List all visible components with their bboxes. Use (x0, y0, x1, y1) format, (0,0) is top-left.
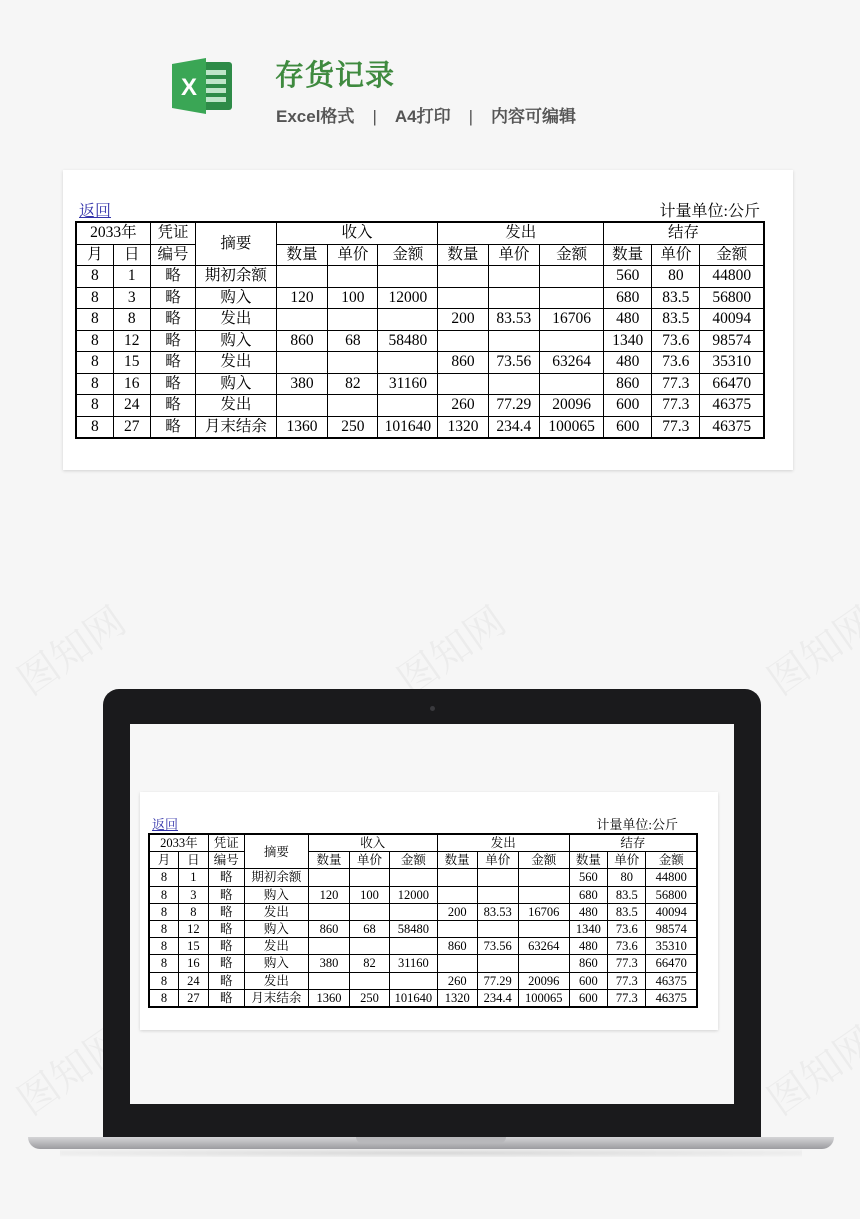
table-cell[interactable] (350, 903, 390, 920)
issue-header: 发出 (437, 834, 569, 852)
table-cell[interactable]: 8 (149, 955, 179, 972)
table-cell[interactable] (540, 266, 604, 288)
table-cell[interactable] (276, 352, 328, 374)
table-cell[interactable]: 101640 (390, 989, 438, 1007)
table-cell[interactable]: 63264 (540, 352, 604, 374)
table-cell[interactable] (328, 352, 378, 374)
table-cell[interactable]: 16 (179, 955, 209, 972)
table-row (76, 395, 764, 417)
table-cell[interactable] (438, 287, 488, 309)
table-cell[interactable] (437, 869, 477, 886)
table-cell[interactable]: 发出 (244, 972, 308, 989)
voucher-cell: 凭证 (208, 834, 244, 852)
table-cell[interactable]: 略 (150, 373, 195, 395)
table-cell[interactable]: 73.6 (608, 920, 646, 937)
qty-header: 数量 (308, 852, 349, 869)
table-cell[interactable]: 1 (113, 266, 150, 288)
amount-header: 金额 (390, 852, 438, 869)
table-cell[interactable]: 80 (608, 869, 646, 886)
table-cell[interactable] (276, 266, 328, 288)
table-cell[interactable]: 83.5 (652, 287, 700, 309)
table-cell[interactable] (438, 373, 488, 395)
table-cell[interactable]: 发出 (196, 309, 276, 331)
table-row (149, 989, 697, 1007)
table-row (76, 330, 764, 352)
table-cell[interactable]: 8 (149, 972, 179, 989)
table-cell[interactable]: 260 (437, 972, 477, 989)
sheet-preview-card (63, 170, 793, 470)
table-cell[interactable]: 发出 (244, 938, 308, 955)
table-cell[interactable]: 63264 (518, 938, 569, 955)
table-cell[interactable]: 12 (113, 330, 150, 352)
table-cell[interactable]: 15 (179, 938, 209, 955)
table-cell[interactable]: 77.3 (652, 416, 700, 438)
table-cell[interactable]: 56800 (700, 287, 764, 309)
qty-header: 数量 (569, 852, 607, 869)
table-cell[interactable]: 56800 (646, 886, 697, 903)
table-cell[interactable]: 234.4 (488, 416, 540, 438)
table-cell[interactable] (488, 373, 540, 395)
table-cell[interactable]: 680 (569, 886, 607, 903)
table-cell[interactable]: 略 (208, 938, 244, 955)
table-cell[interactable]: 44800 (646, 869, 697, 886)
table-cell[interactable]: 购入 (196, 287, 276, 309)
table-cell[interactable] (350, 938, 390, 955)
qty-header: 数量 (438, 244, 488, 266)
laptop-sheet-card (140, 792, 718, 1030)
table-cell[interactable]: 100 (328, 287, 378, 309)
table-cell[interactable]: 77.29 (488, 395, 540, 417)
table-cell[interactable]: 购入 (196, 330, 276, 352)
table-cell[interactable]: 8 (76, 395, 113, 417)
table-cell[interactable]: 8 (149, 989, 179, 1007)
table-cell[interactable]: 83.53 (477, 903, 518, 920)
table-cell[interactable]: 12000 (390, 886, 438, 903)
balance-header: 结存 (569, 834, 697, 852)
table-cell[interactable]: 8 (76, 330, 113, 352)
table-cell[interactable]: 略 (150, 395, 195, 417)
table-cell[interactable]: 600 (569, 989, 607, 1007)
table-cell[interactable]: 12 (179, 920, 209, 937)
table-cell[interactable]: 16706 (540, 309, 604, 331)
table-cell[interactable]: 期初余额 (244, 869, 308, 886)
table-cell[interactable] (518, 955, 569, 972)
table-cell[interactable]: 月末结余 (196, 416, 276, 438)
table-cell[interactable]: 98574 (700, 330, 764, 352)
table-cell[interactable]: 480 (569, 903, 607, 920)
table-cell[interactable]: 略 (150, 287, 195, 309)
table-cell[interactable]: 24 (113, 395, 150, 417)
table-cell[interactable]: 35310 (646, 938, 697, 955)
header-row (76, 244, 764, 266)
table-cell[interactable]: 8 (149, 869, 179, 886)
table-cell[interactable]: 83.5 (608, 903, 646, 920)
table-cell[interactable]: 略 (208, 920, 244, 937)
month-header: 月 (76, 244, 113, 266)
table-cell[interactable]: 101640 (378, 416, 438, 438)
table-cell[interactable]: 100065 (518, 989, 569, 1007)
table-cell[interactable]: 46375 (700, 395, 764, 417)
table-cell[interactable]: 1360 (308, 989, 349, 1007)
table-cell[interactable]: 73.6 (652, 352, 700, 374)
table-cell[interactable] (518, 920, 569, 937)
header-row (149, 834, 697, 852)
table-cell[interactable] (477, 886, 518, 903)
table-cell[interactable]: 860 (276, 330, 328, 352)
table-cell[interactable]: 购入 (244, 886, 308, 903)
subtitle (276, 102, 576, 127)
table-cell[interactable]: 略 (208, 972, 244, 989)
table-cell[interactable]: 600 (604, 395, 652, 417)
table-cell[interactable] (390, 938, 438, 955)
table-cell[interactable]: 77.3 (608, 989, 646, 1007)
table-cell[interactable]: 1320 (437, 989, 477, 1007)
table-cell[interactable]: 15 (113, 352, 150, 374)
table-cell[interactable]: 月末结余 (244, 989, 308, 1007)
table-cell[interactable] (308, 869, 349, 886)
table-cell[interactable]: 250 (328, 416, 378, 438)
table-cell[interactable] (488, 266, 540, 288)
table-row (76, 373, 764, 395)
table-cell[interactable] (488, 287, 540, 309)
table-cell[interactable]: 73.56 (477, 938, 518, 955)
table-cell[interactable]: 100065 (540, 416, 604, 438)
table-cell[interactable]: 600 (604, 416, 652, 438)
table-cell[interactable] (308, 972, 349, 989)
table-cell[interactable]: 380 (308, 955, 349, 972)
table-cell[interactable]: 600 (569, 972, 607, 989)
table-cell[interactable] (378, 266, 438, 288)
table-cell[interactable]: 73.6 (608, 938, 646, 955)
amount-header: 金额 (378, 244, 438, 266)
table-cell[interactable]: 98574 (646, 920, 697, 937)
table-cell[interactable]: 略 (150, 416, 195, 438)
table-row (149, 869, 697, 886)
balance-header: 结存 (604, 222, 764, 244)
table-cell[interactable] (540, 330, 604, 352)
table-cell[interactable]: 略 (150, 352, 195, 374)
voucher-no-header: 编号 (150, 244, 195, 266)
table-cell[interactable] (378, 395, 438, 417)
table-cell[interactable]: 8 (113, 309, 150, 331)
table-cell[interactable] (378, 352, 438, 374)
table-cell[interactable]: 略 (208, 886, 244, 903)
table-cell[interactable] (308, 903, 349, 920)
table-cell[interactable]: 860 (438, 352, 488, 374)
table-cell[interactable] (477, 955, 518, 972)
table-cell[interactable]: 35310 (700, 352, 764, 374)
table-cell[interactable] (437, 886, 477, 903)
table-cell[interactable]: 82 (328, 373, 378, 395)
table-cell[interactable]: 73.6 (652, 330, 700, 352)
table-cell[interactable] (276, 309, 328, 331)
table-cell[interactable] (390, 972, 438, 989)
excel-icon (170, 54, 234, 118)
table-cell[interactable]: 380 (276, 373, 328, 395)
table-cell[interactable]: 8 (149, 938, 179, 955)
table-cell[interactable]: 860 (437, 938, 477, 955)
day-header: 日 (113, 244, 150, 266)
table-cell[interactable]: 略 (150, 330, 195, 352)
table-row (76, 416, 764, 438)
summary-header: 摘要 (196, 222, 276, 266)
page-title: 存货记录 (275, 60, 396, 92)
table-cell[interactable]: 46375 (700, 416, 764, 438)
table-cell[interactable]: 200 (437, 903, 477, 920)
table-cell[interactable] (390, 869, 438, 886)
table-cell[interactable] (477, 869, 518, 886)
table-cell[interactable]: 31160 (390, 955, 438, 972)
unit-label: 计量单位:公斤 (596, 817, 678, 832)
summary-header: 摘要 (244, 834, 308, 869)
laptop-shadow (60, 1149, 802, 1157)
voucher-no-header: 编号 (208, 852, 244, 869)
price-header: 单价 (350, 852, 390, 869)
table-row (149, 903, 697, 920)
watermark-text (755, 591, 860, 707)
table-cell[interactable] (437, 955, 477, 972)
table-cell[interactable]: 44800 (700, 266, 764, 288)
table-cell[interactable] (390, 903, 438, 920)
separator: | (372, 107, 377, 126)
table-cell[interactable]: 77.29 (477, 972, 518, 989)
table-row (149, 920, 697, 937)
table-cell[interactable]: 80 (652, 266, 700, 288)
table-cell[interactable]: 发出 (196, 395, 276, 417)
table-cell[interactable]: 1 (179, 869, 209, 886)
table-cell[interactable]: 83.5 (608, 886, 646, 903)
table-row (76, 309, 764, 331)
svg-text:X: X (180, 74, 198, 101)
table-cell[interactable]: 40094 (700, 309, 764, 331)
table-cell[interactable]: 68 (350, 920, 390, 937)
table-cell[interactable] (518, 886, 569, 903)
table-cell[interactable]: 860 (308, 920, 349, 937)
print-label: A4打印 (394, 107, 451, 126)
table-cell[interactable]: 200 (438, 309, 488, 331)
table-cell[interactable] (540, 287, 604, 309)
table-cell[interactable] (438, 330, 488, 352)
table-cell[interactable]: 1340 (569, 920, 607, 937)
laptop-notch (356, 1137, 506, 1143)
table-cell[interactable]: 46375 (646, 972, 697, 989)
table-cell[interactable] (350, 972, 390, 989)
table-row (149, 955, 697, 972)
table-cell[interactable]: 3 (179, 886, 209, 903)
day-header: 日 (179, 852, 209, 869)
table-cell[interactable]: 3 (113, 287, 150, 309)
table-cell[interactable] (308, 938, 349, 955)
watermark-text (755, 1011, 860, 1127)
table-cell[interactable] (350, 869, 390, 886)
qty-header: 数量 (276, 244, 328, 266)
table-cell[interactable]: 8 (76, 352, 113, 374)
table-cell[interactable]: 8 (76, 373, 113, 395)
table-cell[interactable] (328, 266, 378, 288)
table-cell[interactable]: 73.56 (488, 352, 540, 374)
table-cell[interactable]: 8 (76, 287, 113, 309)
table-cell[interactable]: 8 (149, 903, 179, 920)
table-cell[interactable]: 77.3 (608, 955, 646, 972)
table-cell[interactable]: 1340 (604, 330, 652, 352)
table-cell[interactable]: 560 (569, 869, 607, 886)
table-cell[interactable]: 8 (149, 920, 179, 937)
table-cell[interactable]: 120 (308, 886, 349, 903)
back-link[interactable]: 返回 (152, 817, 179, 832)
table-cell[interactable]: 8 (76, 309, 113, 331)
table-cell[interactable] (437, 920, 477, 937)
price-header: 单价 (652, 244, 700, 266)
voucher-cell: 凭证 (150, 222, 195, 244)
table-cell[interactable]: 40094 (646, 903, 697, 920)
unit-label: 计量单位:公斤 (659, 203, 760, 220)
table-cell[interactable]: 58480 (390, 920, 438, 937)
table-cell[interactable]: 8 (76, 266, 113, 288)
income-header: 收入 (276, 222, 438, 244)
table-cell[interactable]: 480 (604, 352, 652, 374)
header-row (149, 852, 697, 869)
table-row (76, 287, 764, 309)
price-header: 单价 (608, 852, 646, 869)
table-cell[interactable]: 12000 (378, 287, 438, 309)
issue-header: 发出 (438, 222, 604, 244)
table-cell[interactable]: 1360 (276, 416, 328, 438)
separator: | (468, 107, 474, 126)
qty-header: 数量 (437, 852, 477, 869)
inventory-sheet-small (148, 816, 698, 1008)
table-cell[interactable]: 1320 (438, 416, 488, 438)
table-cell[interactable] (540, 373, 604, 395)
table-row (149, 972, 697, 989)
table-cell[interactable]: 83.5 (652, 309, 700, 331)
year-cell: 2033年 (149, 834, 208, 852)
table-cell[interactable]: 发出 (244, 903, 308, 920)
price-header: 单价 (328, 244, 378, 266)
year-cell: 2033年 (76, 222, 150, 244)
table-cell[interactable]: 480 (569, 938, 607, 955)
table-cell[interactable]: 560 (604, 266, 652, 288)
table-cell[interactable]: 860 (569, 955, 607, 972)
table-cell[interactable]: 83.53 (488, 309, 540, 331)
table-cell[interactable]: 购入 (244, 920, 308, 937)
month-header: 月 (149, 852, 179, 869)
table-cell[interactable]: 66470 (700, 373, 764, 395)
table-cell[interactable]: 24 (179, 972, 209, 989)
table-cell[interactable] (438, 266, 488, 288)
table-cell[interactable]: 期初余额 (196, 266, 276, 288)
table-cell[interactable] (378, 309, 438, 331)
table-cell[interactable]: 860 (604, 373, 652, 395)
table-row (149, 938, 697, 955)
table-cell[interactable]: 120 (276, 287, 328, 309)
amount-header: 金额 (646, 852, 697, 869)
table-cell[interactable]: 发出 (196, 352, 276, 374)
table-cell[interactable]: 购入 (244, 955, 308, 972)
table-cell[interactable]: 购入 (196, 373, 276, 395)
table-cell[interactable]: 31160 (378, 373, 438, 395)
table-cell[interactable]: 77.3 (652, 373, 700, 395)
price-header: 单价 (477, 852, 518, 869)
table-cell[interactable]: 8 (149, 886, 179, 903)
qty-header: 数量 (604, 244, 652, 266)
table-cell[interactable] (477, 920, 518, 937)
inventory-table (148, 833, 698, 1008)
table-cell[interactable] (328, 395, 378, 417)
table-cell[interactable]: 8 (179, 903, 209, 920)
table-cell[interactable]: 58480 (378, 330, 438, 352)
table-cell[interactable]: 100 (350, 886, 390, 903)
table-cell[interactable]: 略 (208, 869, 244, 886)
table-cell[interactable]: 16 (113, 373, 150, 395)
table-cell[interactable]: 250 (350, 989, 390, 1007)
amount-header: 金额 (540, 244, 604, 266)
inventory-table (75, 221, 765, 439)
inventory-sheet (75, 199, 780, 439)
table-cell[interactable] (518, 869, 569, 886)
table-row (76, 266, 764, 288)
table-cell[interactable]: 略 (150, 309, 195, 331)
back-link[interactable]: 返回 (79, 203, 112, 220)
table-cell[interactable]: 略 (208, 989, 244, 1007)
table-cell[interactable]: 46375 (646, 989, 697, 1007)
table-row (149, 886, 697, 903)
editable-label: 内容可编辑 (491, 107, 577, 126)
table-row (76, 352, 764, 374)
table-cell[interactable]: 77.3 (608, 972, 646, 989)
table-cell[interactable]: 77.3 (652, 395, 700, 417)
table-cell[interactable]: 20096 (540, 395, 604, 417)
table-cell[interactable]: 68 (328, 330, 378, 352)
table-cell[interactable]: 82 (350, 955, 390, 972)
table-cell[interactable] (488, 330, 540, 352)
table-cell[interactable]: 略 (208, 903, 244, 920)
table-cell[interactable]: 27 (113, 416, 150, 438)
table-cell[interactable]: 66470 (646, 955, 697, 972)
table-cell[interactable]: 略 (208, 955, 244, 972)
table-cell[interactable]: 680 (604, 287, 652, 309)
table-cell[interactable] (276, 395, 328, 417)
table-cell[interactable]: 8 (76, 416, 113, 438)
table-cell[interactable]: 20096 (518, 972, 569, 989)
income-header: 收入 (308, 834, 437, 852)
table-cell[interactable]: 27 (179, 989, 209, 1007)
table-cell[interactable] (328, 309, 378, 331)
table-cell[interactable]: 480 (604, 309, 652, 331)
price-header: 单价 (488, 244, 540, 266)
table-cell[interactable]: 16706 (518, 903, 569, 920)
format-label: Excel格式 (276, 107, 355, 126)
table-cell[interactable]: 234.4 (477, 989, 518, 1007)
camera-icon (430, 706, 435, 711)
table-cell[interactable]: 略 (150, 266, 195, 288)
amount-header: 金额 (700, 244, 764, 266)
header-row (76, 222, 764, 244)
amount-header: 金额 (518, 852, 569, 869)
table-cell[interactable]: 260 (438, 395, 488, 417)
